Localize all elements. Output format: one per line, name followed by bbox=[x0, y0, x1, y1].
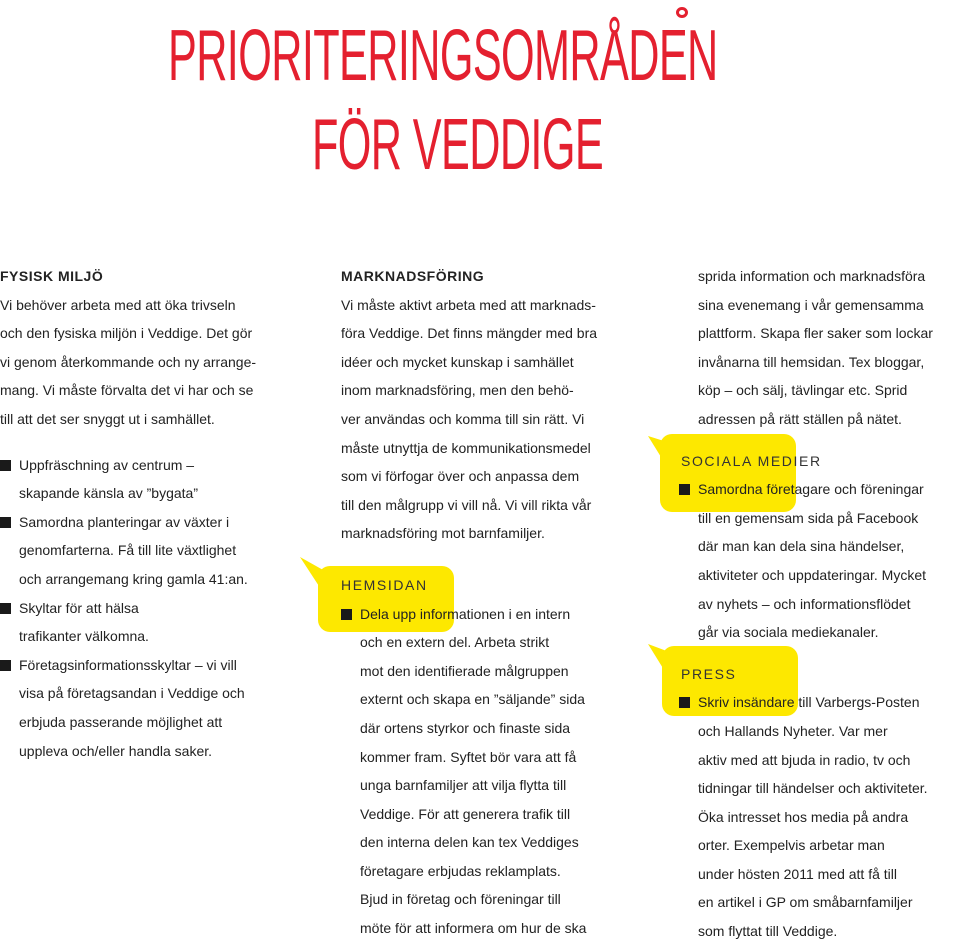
marknadsforing-text: inom marknadsföring, men den behö- bbox=[341, 382, 574, 399]
press-text: aktiv med att bjuda in radio, tv och bbox=[698, 751, 911, 768]
hemsidan-text: och en extern del. Arbeta strikt bbox=[360, 634, 550, 651]
bullet-item: Företagsinformationsskyltar – vi vill bbox=[0, 651, 300, 680]
hemsidan-continued-text: köp – och sälj, tävlingar etc. Sprid bbox=[698, 382, 908, 399]
hemsidan-heading: HEMSIDAN bbox=[341, 576, 428, 593]
highlight-sociala-tail bbox=[644, 432, 684, 482]
bullet-square-icon bbox=[0, 603, 11, 614]
highlight-hemsidan-tail bbox=[296, 555, 336, 605]
bullet-item-text: och arrangemang kring gamla 41:an. bbox=[19, 570, 248, 587]
marknadsforing-text: föra Veddige. Det finns mängder med bra bbox=[341, 325, 598, 342]
bullet-square-icon bbox=[679, 484, 690, 495]
bullet-item: Samordna företagare och föreningar bbox=[679, 475, 960, 504]
fysisk-miljo-text: Vi behöver arbeta med att öka trivseln bbox=[0, 296, 236, 313]
press-text: Öka intresset hos media på andra bbox=[698, 808, 909, 825]
press-text: orter. Exempelvis arbetar man bbox=[698, 837, 885, 854]
section-fysisk-miljo bbox=[0, 262, 300, 765]
hemsidan-text: där ortens styrkor och finaste sida bbox=[360, 719, 571, 736]
hemsidan-text: möte för att informera om hur de ska bbox=[360, 920, 587, 937]
hemsidan-text: unga barnfamiljer att vilja flytta till bbox=[360, 777, 567, 794]
marknadsforing-text: idéer och mycket kunskap i samhället bbox=[341, 353, 574, 370]
bullet-item: Dela upp informationen i en intern bbox=[341, 600, 641, 629]
hemsidan-continued-text: sina evenemang i vår gemensamma bbox=[698, 296, 924, 313]
press-text: en artikel i GP om småbarnfamiljer bbox=[698, 894, 913, 911]
hemsidan-text: mot den identifierade målgruppen bbox=[360, 662, 569, 679]
section-column-3 bbox=[681, 262, 960, 946]
bullet-item-text: uppleva och/eller handla saker. bbox=[19, 742, 213, 759]
bullet-square-icon bbox=[0, 517, 11, 528]
marknadsforing-text: ver användas och komma till sin rätt. Vi bbox=[341, 410, 585, 427]
hemsidan-continued-text: sprida information och marknadsföra bbox=[698, 268, 926, 284]
bullet-item-text: erbjuda passerande möjlighet att bbox=[19, 713, 223, 730]
hemsidan-continued-text: plattform. Skapa fler saker som lockar bbox=[698, 325, 933, 342]
sociala-medier-text: går via sociala mediekanaler. bbox=[698, 624, 879, 641]
bullet-item: Skriv insändare till Varbergs-Posten bbox=[679, 688, 960, 717]
fysisk-miljo-text: vi genom återkommande och ny arrange- bbox=[0, 353, 257, 370]
marknadsforing-text: måste utnyttja de kommunikationsmedel bbox=[341, 439, 591, 456]
hemsidan-continued-text: adressen på rätt ställen på nätet. bbox=[698, 410, 902, 427]
marknadsforing-text: till den målgrupp vi vill nå. Vi vill rikta vår bbox=[341, 496, 592, 513]
bullet-square-icon bbox=[0, 660, 11, 671]
fysisk-miljo-text: och den fysiska miljön i Veddige. Det gör bbox=[0, 325, 253, 342]
sociala-medier-text: av nyhets – och informationsflödet bbox=[698, 595, 911, 612]
hemsidan-text: kommer fram. Syftet bör vara att få bbox=[360, 748, 577, 765]
bullet-item-text: visa på företagsandan i Veddige och bbox=[19, 685, 245, 702]
hemsidan-text: Bjud in företag och föreningar till bbox=[360, 891, 561, 908]
press-heading: PRESS bbox=[681, 665, 737, 682]
marknadsforing-text: marknadsföring mot barnfamiljer. bbox=[341, 525, 545, 542]
bullet-item-text: trafikanter välkomna. bbox=[19, 628, 149, 645]
hemsidan-continued-text: invånarna till hemsidan. Tex bloggar, bbox=[698, 353, 925, 370]
bullet-item-text: genomfarterna. Få till lite växtlighet bbox=[19, 542, 237, 559]
hemsidan-text: Veddige. För att generera trafik till bbox=[360, 805, 571, 822]
hemsidan-text: företagare erbjudas reklamplats. bbox=[360, 862, 561, 879]
sociala-medier-heading: SOCIALA MEDIER bbox=[681, 452, 822, 469]
page-title-line-2: FÖR VEDDIGE bbox=[312, 105, 604, 185]
press-text: under hösten 2011 med att få till bbox=[698, 865, 897, 882]
bullet-square-icon bbox=[341, 609, 352, 620]
fysisk-miljo-text: till att det ser snyggt ut i samhället. bbox=[0, 410, 215, 427]
fysisk-miljo-text: mang. Vi måste förvalta det vi har och se bbox=[0, 382, 254, 399]
bullet-square-icon bbox=[679, 697, 690, 708]
sociala-medier-text: aktiviteter och uppdateringar. Mycket bbox=[698, 566, 927, 583]
section-marknadsforing bbox=[341, 262, 641, 943]
marknadsforing-text: som vi förfogar över och anpassa dem bbox=[341, 468, 580, 485]
marknadsforing-text: Vi måste aktivt arbeta med att marknads- bbox=[341, 296, 596, 313]
press-text: och Hallands Nyheter. Var mer bbox=[698, 722, 888, 739]
highlight-press-tail bbox=[644, 640, 684, 690]
sociala-medier-text: där man kan dela sina händelser, bbox=[698, 538, 905, 555]
title-ring-accent bbox=[676, 7, 688, 18]
marknadsforing-heading: MARKNADSFÖRING bbox=[341, 268, 485, 284]
bullet-item: Samordna planteringar av växter i bbox=[0, 508, 300, 537]
bullet-item: Uppfräschning av centrum – bbox=[0, 451, 300, 480]
press-text: tidningar till händelser och aktiviteter. bbox=[698, 780, 928, 797]
bullet-item-text: skapande känsla av ”bygata” bbox=[19, 485, 198, 502]
bullet-square-icon bbox=[0, 460, 11, 471]
sociala-medier-text: till en gemensam sida på Facebook bbox=[698, 509, 919, 526]
page-title-line-1: PRIORITERINGSOMRÅDEN bbox=[168, 16, 718, 96]
fysisk-miljo-heading: FYSISK MILJÖ bbox=[0, 268, 104, 284]
bullet-item: Skyltar för att hälsa bbox=[0, 594, 300, 623]
hemsidan-text: den interna delen kan tex Veddiges bbox=[360, 834, 579, 851]
hemsidan-text: externt och skapa en ”säljande” sida bbox=[360, 691, 585, 708]
press-text: som flyttat till Veddige. bbox=[698, 923, 838, 940]
